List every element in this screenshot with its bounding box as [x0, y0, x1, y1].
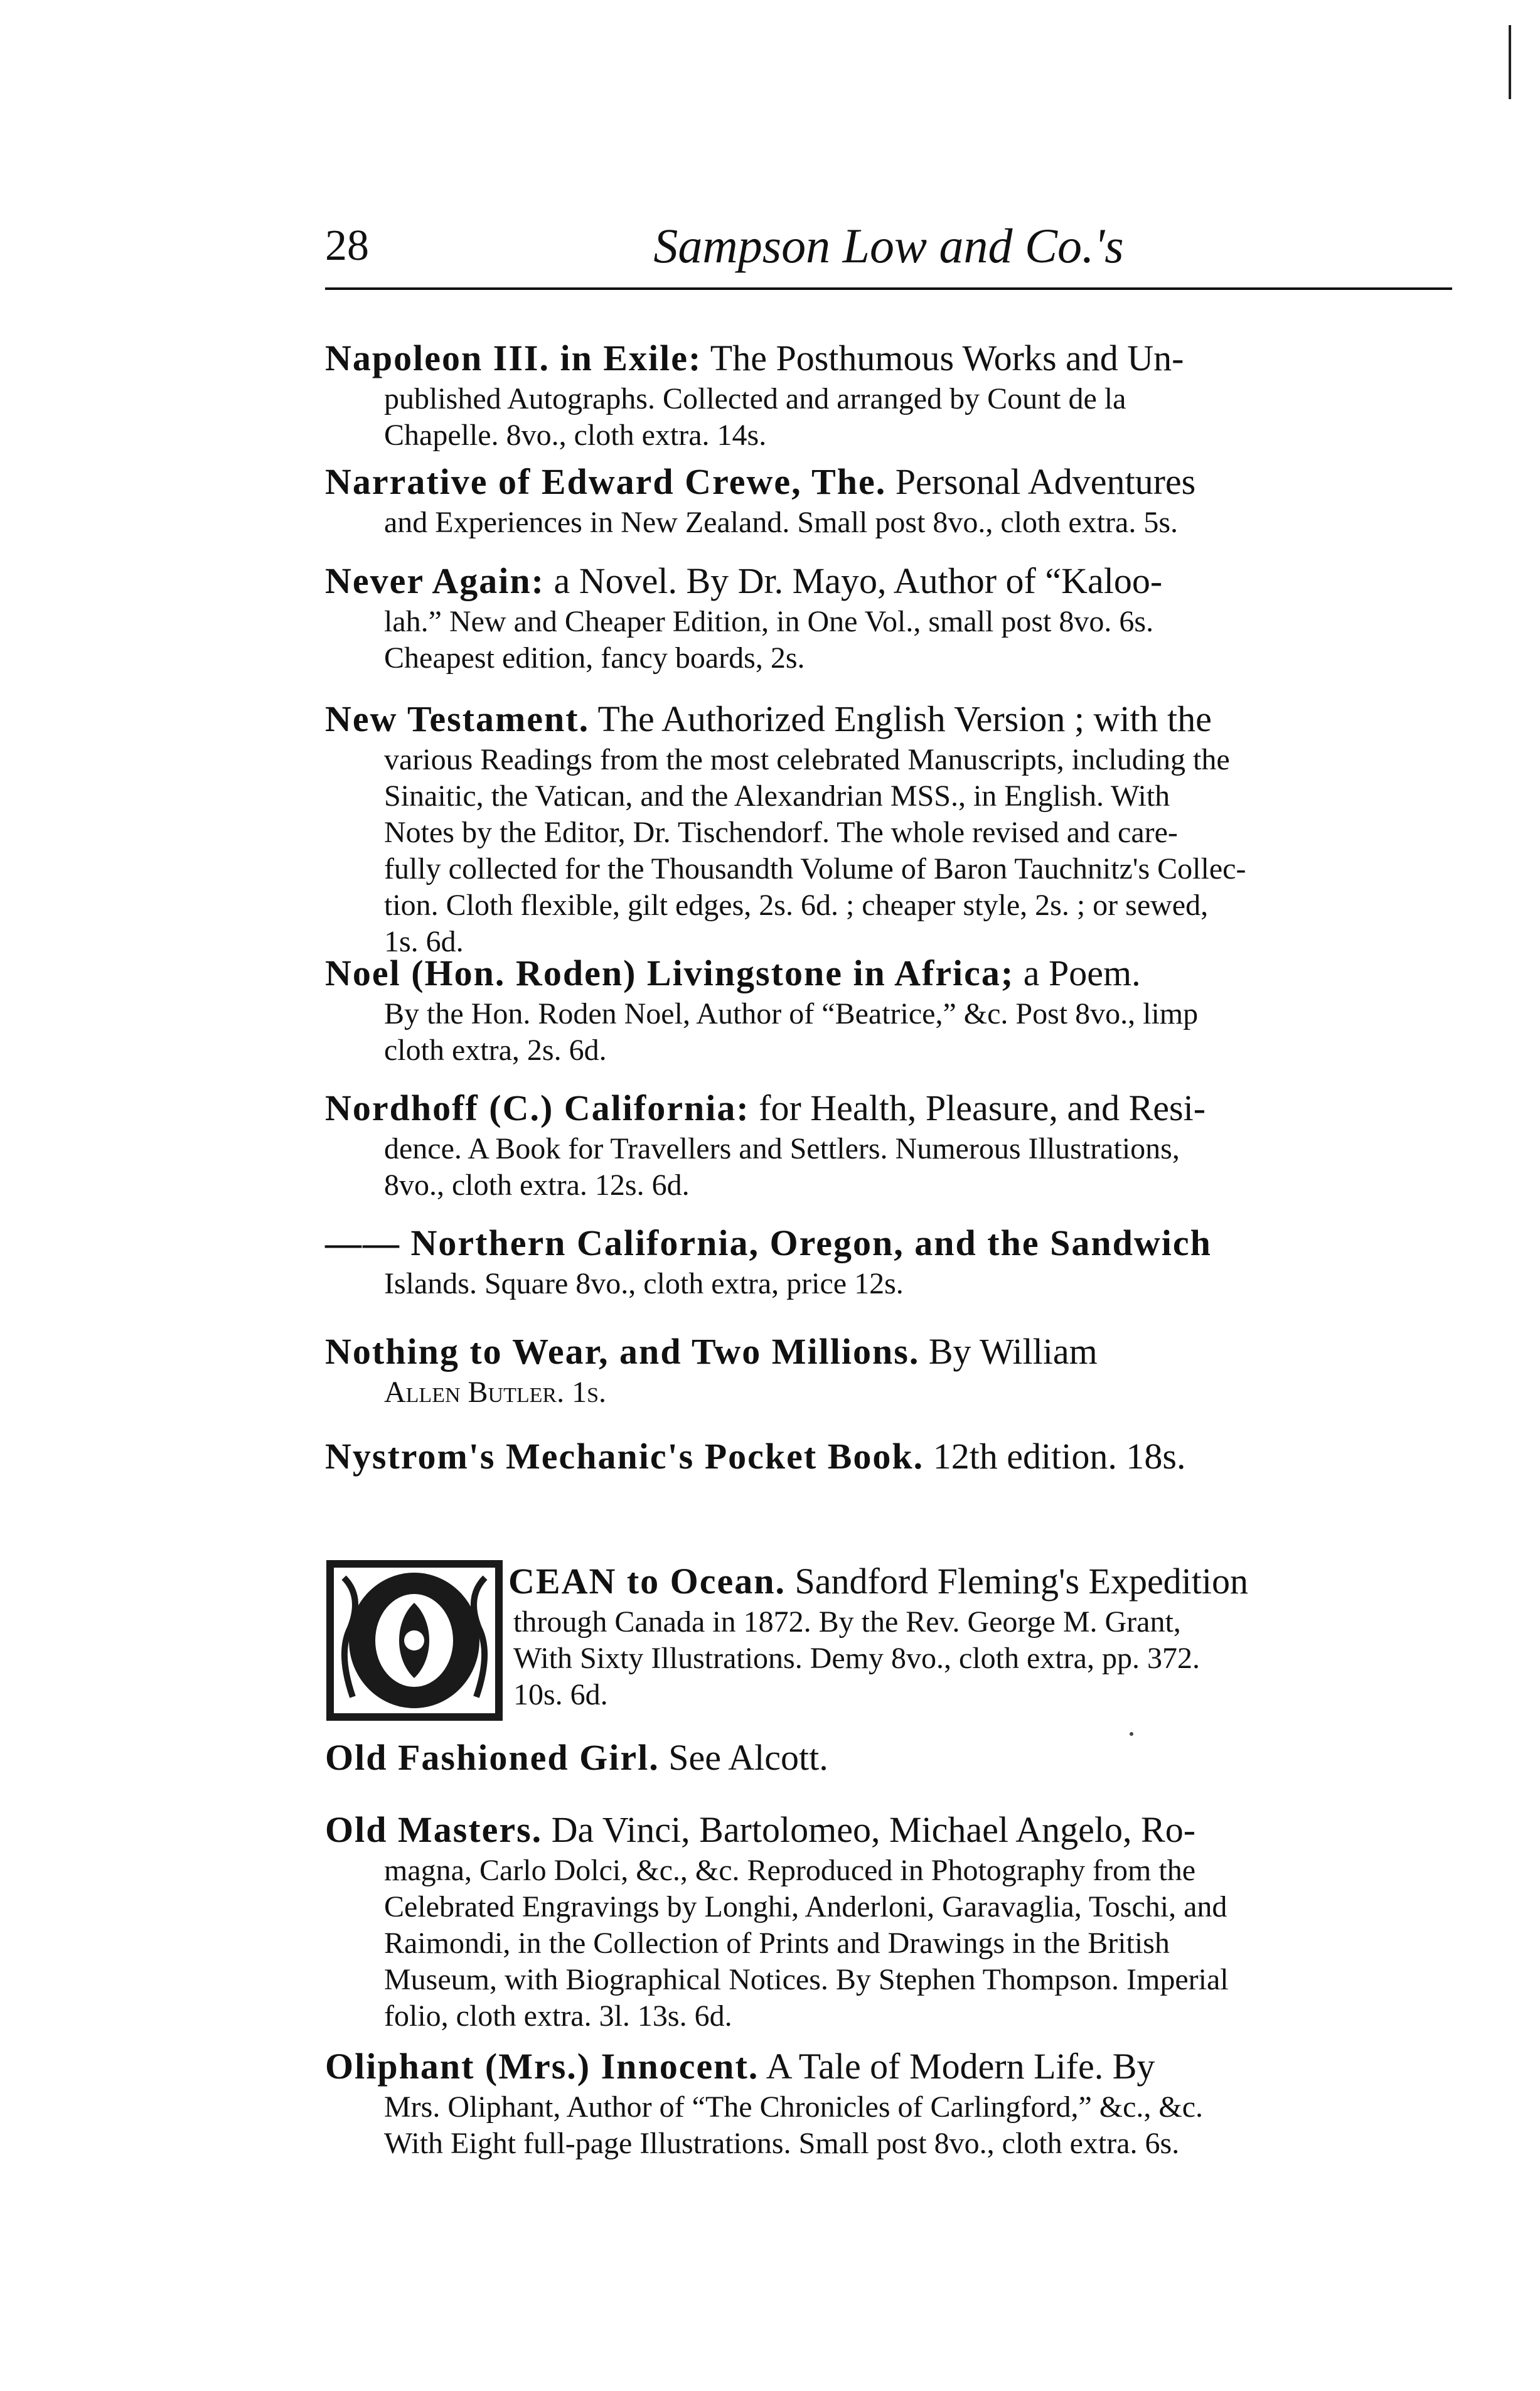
header-rule: [325, 287, 1452, 290]
entry-title: Old Fashioned Girl.: [325, 1737, 660, 1778]
entry-heading: [325, 2044, 1452, 2089]
catalogue-entry: [325, 559, 1452, 677]
entry-title: Noel (Hon. Roden) Livingstone in Africa;: [325, 953, 1015, 993]
entry-body: [325, 381, 1452, 454]
catalogue-entry: [325, 1434, 1452, 1479]
entry-title: Oliphant (Mrs.) Innocent.: [325, 2046, 759, 2087]
entry-line: magna, Carlo Dolci, &c., &c. Reproduced in Photography from the: [384, 1854, 1196, 1887]
entry-heading: [325, 1807, 1452, 1853]
running-head: Sampson Low and Co.'s: [653, 218, 1124, 273]
entry-title-rest: The Authorized English Version ; with the: [589, 698, 1212, 739]
catalogue-entry: [325, 1559, 1452, 1713]
entry-title: Nothing to Wear, and Two Millions.: [325, 1331, 920, 1372]
entry-line: Sinaitic, the Vatican, and the Alexandrian MSS., in English. With: [384, 779, 1170, 813]
entry-body: [325, 1131, 1452, 1204]
entry-title-rest: The Posthumous Works and Un-: [702, 338, 1184, 378]
entry-title-rest: 12th edition. 18s.: [924, 1436, 1186, 1477]
catalogue-entry: [325, 2044, 1452, 2162]
entry-body: [325, 2089, 1452, 2162]
entry-line: lah.” New and Cheaper Edition, in One Vol., small post 8vo. 6s.: [384, 605, 1154, 638]
entry-line: With Eight full-page Illustrations. Small post 8vo., cloth extra. 6s.: [384, 2127, 1180, 2160]
entry-line: through Canada in 1872. By the Rev. George M. Grant,: [513, 1605, 1181, 1639]
entry-line: Cheapest edition, fancy boards, 2s.: [384, 641, 805, 675]
entry-line: Notes by the Editor, Dr. Tischendorf. The whole revised and care-: [384, 816, 1178, 849]
entry-line: folio, cloth extra. 3l. 13s. 6d.: [384, 1999, 732, 2033]
entry-heading: [325, 1086, 1452, 1131]
entry-title-rest: Da Vinci, Bartolomeo, Michael Angelo, Ro-: [542, 1809, 1196, 1850]
entry-line: and Experiences in New Zealand. Small post 8vo., cloth extra. 5s.: [384, 506, 1178, 539]
entry-body: [325, 1374, 1452, 1411]
entry-line: Celebrated Engravings by Longhi, Anderloni, Garavaglia, Toschi, and: [384, 1890, 1227, 1923]
entry-heading: [325, 459, 1452, 505]
entry-title-rest: A Tale of Modern Life. By: [759, 2046, 1155, 2087]
entry-line: Raimondi, in the Collection of Prints and Drawings in the British: [384, 1927, 1170, 1960]
entry-line: dence. A Book for Travellers and Settlers. Numerous Illustrations,: [384, 1132, 1180, 1165]
entry-title: CEAN to Ocean.: [508, 1561, 786, 1602]
catalogue-entry: [325, 1807, 1452, 2035]
entry-title: Narrative of Edward Crewe, The.: [325, 461, 887, 502]
entry-line: Chapelle. 8vo., cloth extra. 14s.: [384, 419, 767, 452]
entry-line: With Sixty Illustrations. Demy 8vo., cloth extra, pp. 372.: [513, 1642, 1200, 1675]
entry-line: fully collected for the Thousandth Volume of Baron Tauchnitz's Collec-: [384, 852, 1246, 885]
entry-heading: [325, 1434, 1452, 1479]
catalogue-entry: [325, 1329, 1452, 1411]
catalogue-entry: [325, 1735, 1452, 1780]
entry-title-rest: a Poem.: [1014, 953, 1141, 993]
entry-title-rest: Sandford Fleming's Expedition: [786, 1561, 1249, 1602]
entry-title-rest: for Health, Pleasure, and Resi-: [749, 1088, 1206, 1128]
entry-heading: [325, 336, 1452, 381]
catalogue-entry: [325, 459, 1452, 541]
entry-line: published Autographs. Collected and arranged by Count de la: [384, 382, 1126, 415]
entry-body: [325, 996, 1452, 1069]
entry-line: cloth extra, 2s. 6d.: [384, 1034, 607, 1067]
entry-title: Nordhoff (C.) California:: [325, 1088, 750, 1128]
catalogue-entry: [325, 1086, 1452, 1204]
entry-line: By the Hon. Roden Noel, Author of “Beatrice,” &c. Post 8vo., limp: [384, 997, 1199, 1030]
entry-line: Museum, with Biographical Notices. By Stephen Thompson. Imperial: [384, 1963, 1229, 1996]
entry-line: 8vo., cloth extra. 12s. 6d.: [384, 1169, 690, 1202]
entry-line: Islands. Square 8vo., cloth extra, price 12s.: [384, 1267, 904, 1300]
entry-body: [325, 1853, 1452, 2035]
entry-heading: [325, 1735, 1452, 1780]
entry-line: Allen Butler. 1s.: [384, 1376, 606, 1409]
entry-body: [325, 1266, 1452, 1302]
entry-title-rest: Personal Adventures: [886, 461, 1196, 502]
entry-body: [325, 505, 1452, 541]
scan-edge-mark: [1509, 25, 1511, 99]
entry-line: Mrs. Oliphant, Author of “The Chronicles of Carlingford,” &c., &c.: [384, 2090, 1204, 2124]
entry-line: various Readings from the most celebrated Manuscripts, including the: [384, 743, 1230, 776]
catalogue-entry: [325, 951, 1452, 1069]
entry-title: New Testament.: [325, 698, 590, 739]
ornamental-initial-o-icon: [325, 1559, 504, 1722]
catalogue-entry: [325, 697, 1452, 960]
entry-title: —— Northern California, Oregon, and the Sandwich: [325, 1222, 1212, 1263]
entry-title-rest: By William: [919, 1331, 1098, 1372]
entry-heading: [325, 559, 1452, 604]
entry-title: Napoleon III. in Exile:: [325, 338, 702, 378]
entry-title: Nystrom's Mechanic's Pocket Book.: [325, 1436, 924, 1477]
catalogue-entry: [325, 336, 1452, 454]
entry-title-rest: a Novel. By Dr. Mayo, Author of “Kaloo-: [544, 560, 1163, 601]
entry-heading: [325, 697, 1452, 742]
entry-line: 1s. 6d.: [384, 925, 464, 958]
catalogue-entry: [325, 1221, 1452, 1302]
page-number: 28: [325, 222, 369, 270]
entry-heading: [325, 951, 1452, 996]
entry-line: tion. Cloth flexible, gilt edges, 2s. 6d. ; cheaper style, 2s. ; or sewed,: [384, 889, 1209, 922]
entry-heading: [325, 1329, 1452, 1374]
entry-title: Never Again:: [325, 560, 545, 601]
entry-body: [325, 742, 1452, 960]
entry-body: [325, 604, 1452, 677]
entry-heading: [325, 1221, 1452, 1266]
entry-title: Old Masters.: [325, 1809, 543, 1850]
entry-title-rest: See Alcott.: [659, 1737, 828, 1778]
entry-line: 10s. 6d.: [513, 1678, 608, 1711]
page-header: [325, 215, 1452, 285]
